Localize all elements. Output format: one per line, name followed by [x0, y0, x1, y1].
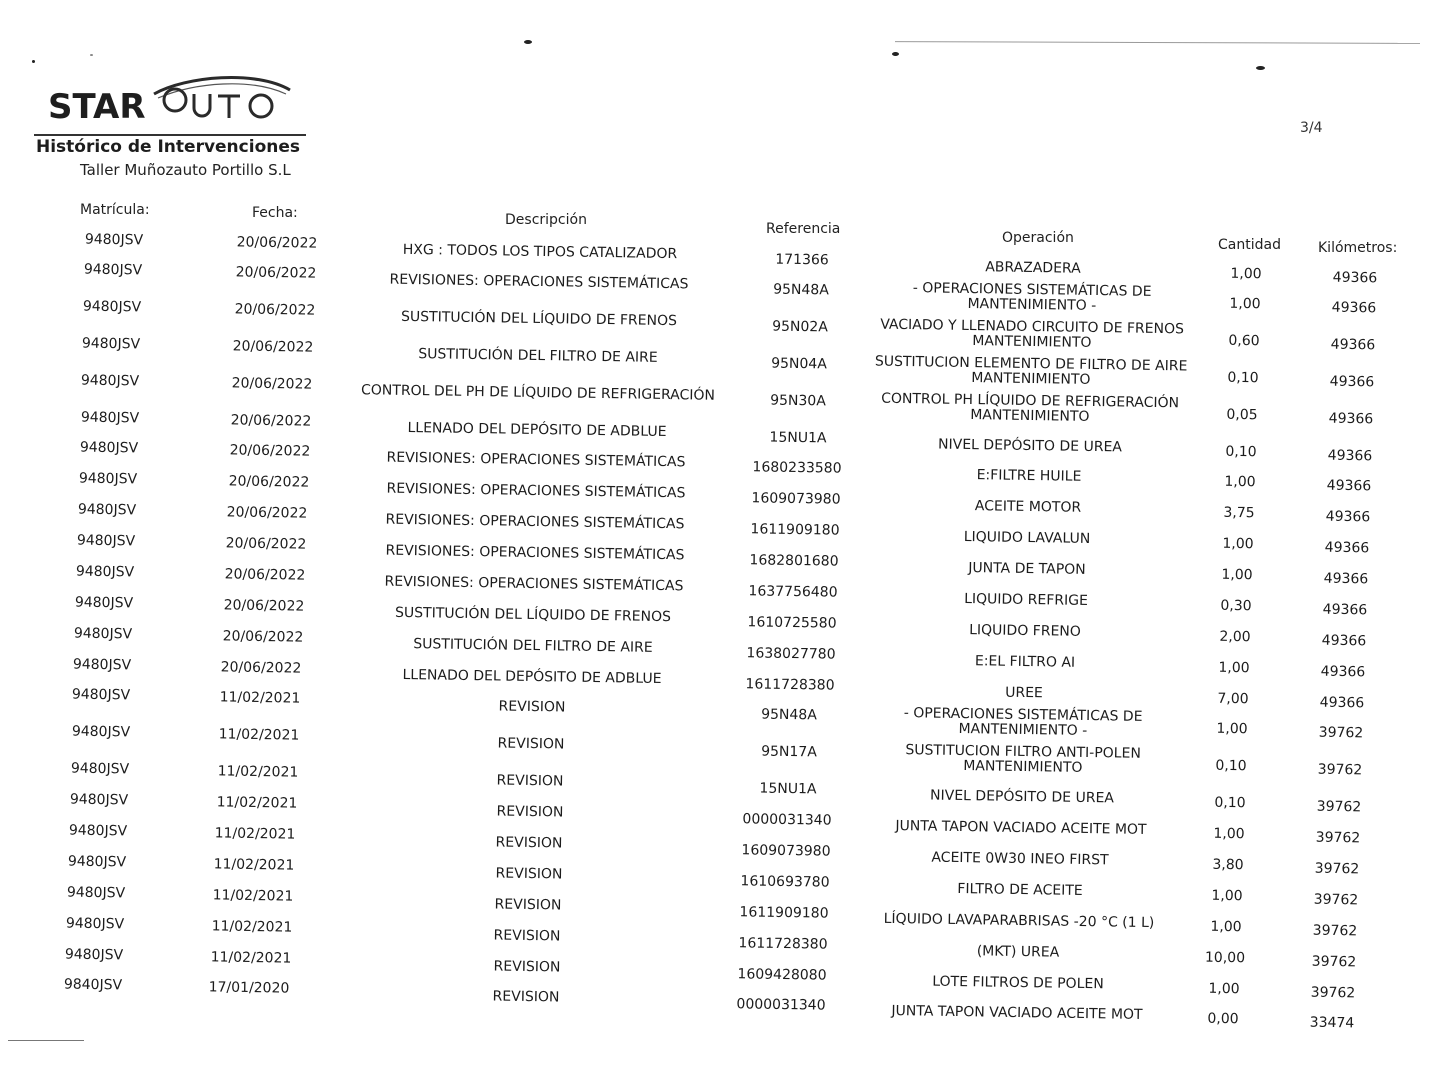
cell-operation: [969, 623, 1081, 640]
header-quantity: Cantidad: [1218, 237, 1281, 253]
cell-date: 20/06/2022: [222, 628, 304, 646]
operation-line: - OPERACIONES SISTEMÁTICAS DE: [912, 280, 1152, 300]
cell-quantity: 1,00: [1221, 566, 1253, 584]
cell-reference: 95N48A: [773, 281, 830, 299]
logo-swoosh-icon: [36, 72, 316, 134]
cell-operation: [968, 561, 1086, 578]
cell-quantity: 0,00: [1207, 1010, 1239, 1028]
cell-description: REVISION: [497, 735, 565, 753]
cell-reference: 1609428080: [737, 966, 827, 984]
cell-reference: 1637756480: [748, 583, 838, 601]
operation-line: NIVEL DEPÓSITO DE UREA: [937, 436, 1122, 456]
cell-description: SUSTITUCIÓN DEL LÍQUIDO DE FRENOS: [395, 604, 672, 626]
cell-plate: 9480JSV: [83, 261, 143, 279]
cell-date: 20/06/2022: [220, 659, 302, 677]
cell-date: 11/02/2021: [211, 918, 293, 936]
cell-reference: 1611728380: [745, 676, 835, 694]
cell-operation: [1005, 686, 1043, 702]
cell-operation: [874, 355, 1187, 390]
cell-kilometers: 39762: [1312, 922, 1358, 940]
header-reference: Referencia: [766, 221, 841, 237]
cell-operation: [977, 944, 1060, 960]
cell-plate: 9480JSV: [66, 884, 126, 902]
cell-date: 20/06/2022: [231, 375, 313, 393]
operation-line: LOTE FILTROS DE POLEN: [931, 973, 1104, 993]
cell-operation: [964, 530, 1091, 547]
cell-plate: 9480JSV: [71, 723, 130, 741]
operation-line: ABRAZADERA: [985, 259, 1081, 277]
operation-line: ACEITE 0W30 INEO FIRST: [931, 849, 1110, 869]
cell-reference: 1682801680: [749, 552, 839, 570]
cell-quantity: 1,00: [1213, 825, 1245, 843]
cell-reference: 1611909180: [739, 904, 829, 922]
cell-plate: 9480JSV: [78, 470, 137, 488]
operation-line: UREE: [1004, 684, 1043, 702]
header-date: Fecha:: [252, 205, 298, 221]
operation-line: SUSTITUCION FILTRO ANTI-POLEN: [904, 742, 1141, 762]
cell-reference: 1610725580: [747, 614, 837, 632]
cell-plate: 9480JSV: [72, 686, 131, 704]
cell-quantity: 1,00: [1230, 265, 1262, 283]
cell-reference: 95N04A: [771, 355, 828, 373]
cell-kilometers: 49366: [1330, 336, 1376, 354]
cell-description: REVISIONES: OPERACIONES SISTEMÁTICAS: [385, 511, 685, 533]
cell-reference: 95N02A: [772, 318, 829, 336]
cell-operation: [975, 499, 1082, 516]
cell-kilometers: 49366: [1332, 269, 1378, 287]
cell-kilometers: 49366: [1319, 694, 1365, 712]
cell-plate: 9480JSV: [81, 372, 140, 390]
cell-date: 17/01/2020: [208, 979, 290, 997]
cell-date: 20/06/2022: [229, 442, 311, 460]
cell-date: 20/06/2022: [230, 412, 312, 430]
cell-quantity: 1,00: [1208, 980, 1240, 998]
operation-line: MANTENIMIENTO: [971, 370, 1091, 388]
cell-reference: 1611728380: [738, 935, 828, 953]
cell-quantity: 1,00: [1210, 918, 1242, 936]
scan-speck: [90, 54, 93, 56]
cell-reference: 95N17A: [760, 743, 817, 761]
operation-line: E:FILTRE HUILE: [976, 467, 1082, 485]
cell-plate: 9480JSV: [67, 853, 127, 871]
cell-kilometers: 49366: [1331, 299, 1377, 317]
operation-line: LÍQUIDO LAVAPARABRISAS -20 °C (1 L): [883, 910, 1155, 932]
cell-description: REVISIONES: OPERACIONES SISTEMÁTICAS: [386, 449, 686, 471]
scan-speck: [892, 52, 899, 56]
cell-plate: 9480JSV: [80, 409, 139, 427]
cell-quantity: 2,00: [1219, 628, 1251, 646]
cell-kilometers: 49366: [1326, 477, 1372, 495]
cell-reference: 1611909180: [750, 521, 840, 539]
cell-plate: 9480JSV: [69, 791, 128, 809]
cell-reference: 15NU1A: [768, 429, 827, 447]
cell-plate: 9480JSV: [82, 298, 142, 316]
cell-date: 20/06/2022: [232, 338, 314, 356]
cell-reference: 95N48A: [761, 706, 818, 724]
cell-description: CONTROL DEL PH DE LÍQUIDO DE REFRIGERACIÓN: [360, 382, 715, 404]
cell-date: 11/02/2021: [212, 887, 294, 905]
cell-reference: 1609073980: [751, 490, 841, 508]
cell-reference: 0000031340: [742, 811, 832, 829]
header-plate: Matrícula:: [80, 202, 150, 218]
cell-reference: 1680233580: [751, 459, 842, 477]
cell-kilometers: 49366: [1320, 663, 1366, 681]
company-logo: [36, 72, 316, 134]
cell-quantity: 1,00: [1216, 720, 1248, 738]
cell-operation: [932, 975, 1104, 993]
cell-operation: [895, 819, 1146, 838]
operation-line: E:EL FILTRO AI: [974, 653, 1075, 671]
operation-line: CONTROL PH LÍQUIDO DE REFRIGERACIÓN: [881, 390, 1180, 412]
cell-quantity: 1,00: [1229, 295, 1261, 313]
cell-date: 11/02/2021: [216, 794, 298, 812]
cell-quantity: 1,00: [1211, 887, 1243, 905]
cell-date: 20/06/2022: [226, 504, 308, 522]
cell-plate: 9480JSV: [76, 532, 136, 550]
cell-reference: 1610693780: [740, 873, 830, 891]
cell-kilometers: 39762: [1316, 798, 1362, 816]
cell-quantity: 0,10: [1215, 757, 1247, 775]
cell-kilometers: 49366: [1322, 601, 1368, 619]
cell-quantity: 7,00: [1217, 690, 1249, 708]
cell-plate: 9480JSV: [84, 231, 144, 249]
cell-description: SUSTITUCIÓN DEL FILTRO DE AIRE: [418, 346, 659, 366]
cell-date: 11/02/2021: [210, 949, 292, 967]
cell-quantity: 0,10: [1225, 443, 1257, 461]
cell-kilometers: 39762: [1317, 761, 1363, 779]
cell-plate: 9840JSV: [64, 976, 123, 994]
cell-date: 20/06/2022: [224, 566, 306, 584]
cell-plate: 9480JSV: [65, 915, 125, 933]
scan-speck: [524, 40, 532, 44]
cell-date: 11/02/2021: [219, 689, 301, 707]
cell-quantity: 0,10: [1227, 369, 1259, 387]
scan-line: [895, 41, 1420, 44]
cell-description: LLENADO DEL DEPÓSITO DE ADBLUE: [402, 666, 662, 688]
cell-quantity: 10,00: [1204, 949, 1246, 967]
header-rule: [34, 134, 306, 136]
cell-kilometers: 49366: [1329, 373, 1375, 391]
operation-line: SUSTITUCION ELEMENTO DE FILTRO DE AIRE: [874, 353, 1188, 375]
cell-kilometers: 39762: [1318, 724, 1364, 742]
cell-description: REVISION: [492, 988, 560, 1006]
cell-operation: [976, 468, 1081, 485]
scan-speck: [32, 60, 35, 63]
cell-kilometers: 49366: [1325, 508, 1371, 526]
cell-reference: 1638027780: [746, 645, 836, 663]
cell-description: REVISION: [493, 927, 561, 945]
cell-kilometers: 49366: [1323, 570, 1369, 588]
page-number: 3/4: [1300, 120, 1323, 136]
header-kilometers: Kilómetros:: [1318, 240, 1398, 256]
operation-line: MANTENIMIENTO: [962, 758, 1083, 776]
cell-date: 11/02/2021: [217, 763, 299, 781]
cell-reference: 1609073980: [741, 842, 831, 860]
cell-plate: 9480JSV: [73, 656, 132, 674]
cell-kilometers: 49366: [1328, 410, 1374, 428]
cell-description: REVISION: [494, 896, 562, 914]
cell-quantity: 0,10: [1214, 794, 1246, 812]
cell-description: REVISIONES: OPERACIONES SISTEMÁTICAS: [384, 573, 684, 595]
cell-operation: [913, 281, 1152, 315]
cell-operation: [974, 654, 1074, 671]
cell-date: 11/02/2021: [213, 856, 295, 874]
cell-kilometers: 39762: [1311, 953, 1357, 971]
cell-date: 20/06/2022: [235, 264, 317, 282]
operation-line: (MKT) UREA: [976, 943, 1060, 961]
cell-date: 11/02/2021: [218, 726, 300, 744]
cell-plate: 9480JSV: [64, 946, 124, 964]
cell-quantity: 3,80: [1212, 856, 1244, 874]
operation-line: MANTENIMIENTO: [971, 333, 1092, 351]
operation-line: - OPERACIONES SISTEMÁTICAS DE: [903, 705, 1143, 725]
cell-operation: [884, 912, 1155, 931]
cell-date: 20/06/2022: [228, 473, 310, 491]
cell-description: HXG : TODOS LOS TIPOS CATALIZADOR: [402, 241, 678, 263]
scan-line: [8, 1040, 84, 1041]
cell-reference: 15NU1A: [758, 780, 817, 798]
cell-quantity: 0,30: [1220, 597, 1252, 615]
cell-operation: [881, 392, 1179, 427]
header-operation: Operación: [1002, 230, 1074, 246]
cell-reference: 171366: [775, 251, 829, 269]
cell-description: LLENADO DEL DEPÓSITO DE ADBLUE: [407, 419, 667, 441]
cell-description: REVISION: [498, 698, 566, 716]
operation-line: FILTRO DE ACEITE: [956, 881, 1083, 899]
operation-line: JUNTA DE TAPON: [967, 560, 1086, 578]
cell-operation: [937, 438, 1121, 456]
cell-plate: 9480JSV: [73, 625, 133, 643]
cell-plate: 9480JSV: [79, 439, 138, 457]
cell-quantity: 3,75: [1223, 504, 1255, 522]
cell-quantity: 1,00: [1224, 473, 1256, 491]
cell-kilometers: 49366: [1321, 632, 1367, 650]
cell-plate: 9480JSV: [75, 563, 135, 581]
cell-plate: 9480JSV: [68, 822, 128, 840]
cell-kilometers: 39762: [1314, 860, 1360, 878]
cell-description: REVISION: [496, 772, 564, 790]
document-title: Histórico de Intervenciones: [36, 137, 300, 157]
cell-kilometers: 39762: [1315, 829, 1361, 847]
cell-operation: [905, 743, 1141, 777]
header-description: Descripción: [505, 212, 587, 228]
operation-line: LIQUIDO FRENO: [969, 622, 1082, 640]
cell-plate: 9480JSV: [82, 335, 141, 353]
cell-date: 20/06/2022: [225, 535, 307, 553]
cell-plate: 9480JSV: [77, 501, 137, 519]
operation-line: JUNTA TAPON VACIADO ACEITE MOT: [891, 1003, 1143, 1023]
operation-line: MANTENIMIENTO -: [958, 720, 1088, 740]
cell-kilometers: 39762: [1313, 891, 1359, 909]
cell-description: REVISION: [496, 803, 564, 821]
operation-line: MANTENIMIENTO: [970, 407, 1090, 425]
cell-date: 20/06/2022: [236, 234, 318, 252]
cell-kilometers: 49366: [1324, 539, 1370, 557]
cell-quantity: 0,05: [1226, 406, 1258, 424]
cell-reference: 0000031340: [736, 996, 826, 1014]
cell-plate: 9480JSV: [74, 594, 134, 612]
cell-plate: 9480JSV: [70, 760, 129, 778]
cell-kilometers: 33474: [1309, 1014, 1355, 1032]
operation-line: JUNTA TAPON VACIADO ACEITE MOT: [895, 818, 1147, 838]
operation-line: LIQUIDO REFRIGE: [964, 591, 1089, 609]
cell-description: SUSTITUCIÓN DEL LÍQUIDO DE FRENOS: [400, 308, 677, 330]
cell-quantity: 1,00: [1218, 659, 1250, 677]
cell-quantity: 0,60: [1228, 332, 1260, 350]
cell-operation: [985, 260, 1081, 276]
scan-speck: [1256, 66, 1265, 70]
svg-text:STAR: STAR: [48, 87, 146, 127]
cell-operation: [904, 706, 1143, 740]
cell-description: REVISION: [493, 958, 561, 976]
cell-operation: [930, 789, 1114, 807]
cell-description: REVISION: [495, 865, 563, 883]
cell-operation: [891, 1004, 1142, 1023]
cell-kilometers: 49366: [1327, 447, 1373, 465]
operation-line: VACIADO Y LLENADO CIRCUITO DE FRENOS: [879, 316, 1184, 338]
operation-line: NIVEL DEPÓSITO DE UREA: [929, 787, 1114, 807]
cell-quantity: 1,00: [1222, 535, 1254, 553]
operation-line: LIQUIDO LAVALUN: [964, 529, 1091, 547]
operation-line: MANTENIMIENTO -: [967, 295, 1097, 315]
cell-description: REVISIONES: OPERACIONES SISTEMÁTICAS: [386, 480, 686, 502]
cell-reference: 95N30A: [770, 392, 827, 410]
operation-line: ACEITE MOTOR: [974, 498, 1082, 516]
cell-date: 20/06/2022: [223, 597, 305, 615]
cell-description: REVISION: [495, 834, 563, 852]
cell-operation: [932, 851, 1109, 869]
cell-date: 20/06/2022: [234, 301, 316, 319]
cell-operation: [880, 318, 1184, 353]
cell-description: REVISIONES: OPERACIONES SISTEMÁTICAS: [389, 271, 689, 293]
cell-kilometers: 39762: [1310, 984, 1356, 1002]
cell-description: SUSTITUCIÓN DEL FILTRO DE AIRE: [412, 636, 653, 656]
cell-operation: [964, 592, 1088, 609]
cell-date: 11/02/2021: [214, 825, 296, 843]
cell-description: REVISIONES: OPERACIONES SISTEMÁTICAS: [385, 542, 685, 564]
cell-operation: [957, 882, 1083, 899]
workshop-name: Taller Muñozauto Portillo S.L: [80, 161, 291, 179]
